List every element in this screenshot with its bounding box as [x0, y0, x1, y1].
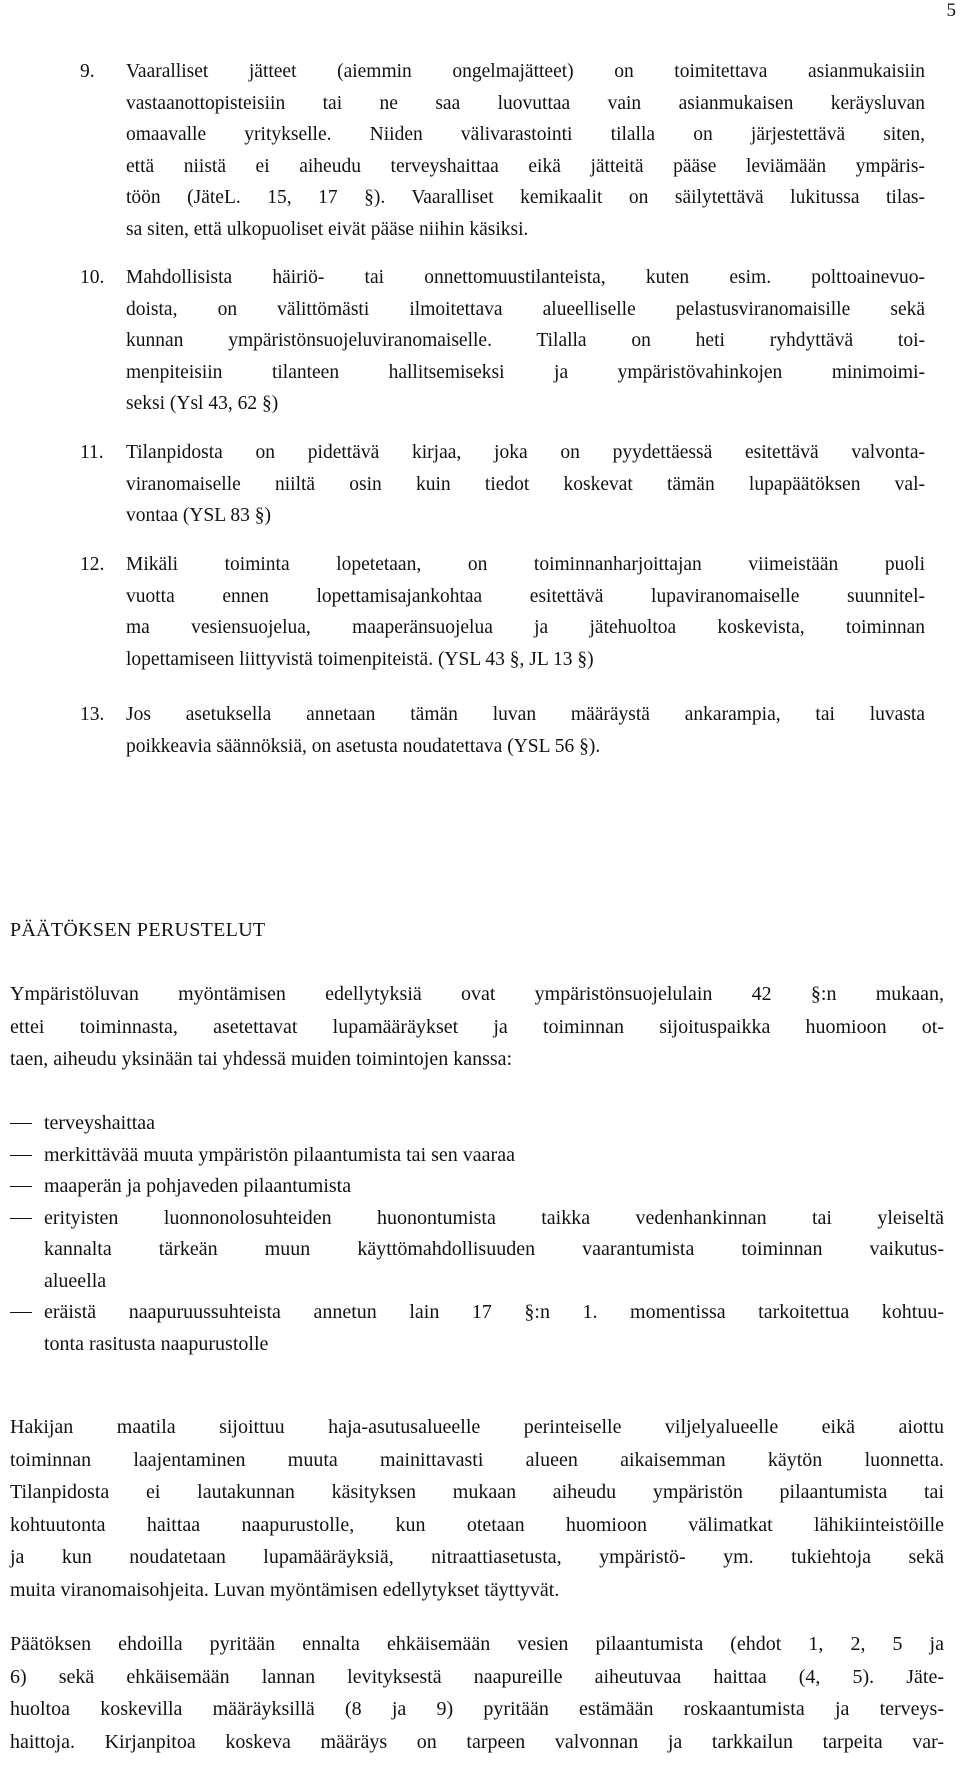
condition-number: 12.: [80, 554, 105, 575]
text-line: Tilanpidosta on pidettävä kirjaa, joka on pyydettäessä esitettävä valvonta-: [126, 442, 925, 463]
list-item: [10, 1108, 944, 1140]
text-line: omaavalle yritykselle. Niiden välivarastointi tilalla on järjestettävä siten,: [126, 124, 925, 145]
text-line: toiminnan laajentaminen muuta mainittavasti alueen aikaisemman käytön luonnetta.: [10, 1448, 944, 1471]
text-line: muita viranomaisohjeita. Luvan myöntämisen edellytykset täyttyvät.: [10, 1578, 560, 1601]
text-line: haittoja. Kirjanpitoa koskeva määräys on tarpeen valvonnan ja tarkkailun tarpeita var-: [10, 1730, 944, 1753]
justification-paragraph-2: [10, 1628, 944, 1758]
text-line: lopettamiseen liittyvistä toimenpiteistä. (YSL 43 §, JL 13 §): [126, 648, 594, 670]
text-line: huoltoa koskevilla määräyksillä (8 ja 9) pyritään estämään roskaantumista ja terveys-: [10, 1698, 944, 1720]
text-line: Mikäli toiminta lopetetaan, on toiminnanharjoittajan viimeistään puoli: [126, 554, 925, 575]
text-line: terveyshaittaa: [44, 1112, 156, 1134]
dash-bullet-icon: [10, 1186, 32, 1187]
text-line: kohtuutonta haittaa naapurustolle, kun otetaan huomioon välimatkat lähikiinteistöille: [10, 1513, 944, 1536]
text-line: viranomaiselle niiltä osin kuin tiedot koskevat tämän lupapäätöksen val-: [126, 473, 925, 495]
text-line: Päätöksen ehdoilla pyritään ennalta ehkäisemään vesien pilaantumista (ehdot 1, 2, 5 ja: [10, 1633, 944, 1655]
dash-bullet-icon: [10, 1123, 32, 1124]
text-line: 6) sekä ehkäisemään lannan levityksestä naapureille aiheutuvaa haittaa (4, 5). Jäte-: [10, 1665, 944, 1688]
text-line: ma vesiensuojelua, maaperänsuojelua ja jätehuoltoa koskevista, toiminnan: [126, 617, 925, 638]
text-line: seksi (Ysl 43, 62 §): [126, 393, 279, 414]
dash-bullet-icon: [10, 1312, 32, 1313]
text-line: että niistä ei aiheudu terveyshaittaa eikä jätteitä pääse leviämään ympäris-: [126, 155, 925, 177]
text-line: Ympäristöluvan myöntämisen edellytyksiä ovat ympäristönsuojelulain 42 §:n mukaan,: [10, 983, 944, 1005]
text-line: merkittävää muuta ympäristön pilaantumista tai sen vaaraa: [44, 1143, 515, 1166]
text-line: Vaaralliset jätteet (aiemmin ongelmajätteet) on toimitettava asianmukaisiin: [126, 61, 925, 82]
permit-condition-12: [80, 549, 925, 675]
list-item: [10, 1171, 944, 1203]
intro-paragraph: [10, 978, 944, 1076]
permit-condition-9: [80, 56, 925, 245]
text-line: eräistä naapuruussuhteista annetun lain 17 §:n 1. momentissa tarkoitettua kohtuu-: [44, 1301, 944, 1323]
permit-condition-11: [80, 437, 925, 532]
text-line: kannalta tärkeän muun käyttömahdollisuuden vaarantumista toiminnan vaikutus-: [44, 1238, 944, 1260]
condition-number: 9.: [80, 61, 95, 82]
text-line: töön (JäteL. 15, 17 §). Vaaralliset kemikaalit on säilytettävä lukitussa tilas-: [126, 187, 925, 208]
text-line: taen, aiheudu yksinään tai yhdessä muiden toimintojen kanssa:: [10, 1048, 513, 1070]
permit-condition-10: [80, 262, 925, 420]
text-line: vastaanottopisteisiin tai ne saa luovuttaa vain asianmukaisen keräysluvan: [126, 92, 925, 114]
condition-number: 10.: [80, 267, 105, 288]
list-item: [10, 1140, 944, 1172]
text-line: menpiteisiin tilanteen hallitsemiseksi ja ympäristövahinkojen minimoimi-: [126, 361, 925, 383]
justification-paragraph-1: [10, 1411, 944, 1606]
criteria-list: [10, 1108, 944, 1360]
condition-number: 13.: [80, 704, 105, 725]
condition-number: 11.: [80, 442, 104, 463]
text-line: Mahdollisista häiriö- tai onnettomuustilanteista, kuten esim. polttoainevuo-: [126, 267, 925, 288]
text-line: tonta rasitusta naapurustolle: [44, 1332, 269, 1355]
text-line: poikkeavia säännöksiä, on asetusta noudatettava (YSL 56 §).: [126, 735, 601, 757]
text-line: sa siten, että ulkopuoliset eivät pääse niihin käsiksi.: [126, 218, 529, 240]
text-line: ja kun noudatetaan lupamääräyksiä, nitraattiasetusta, ympäristö- ym. tukiehtoja sekä: [10, 1546, 944, 1568]
text-line: kunnan ympäristönsuojeluviranomaiselle. Tilalla on heti ryhdyttävä toi-: [126, 330, 925, 351]
text-line: Hakijan maatila sijoittuu haja-asutusalueelle perinteiselle viljelyalueelle eikä aiottu: [10, 1416, 944, 1438]
text-line: Jos asetuksella annetaan tämän luvan määräystä ankarampia, tai luvasta: [126, 704, 925, 725]
list-item: [10, 1297, 944, 1360]
permit-condition-13: [80, 699, 925, 762]
text-line: doista, on välittömästi ilmoitettava alueelliselle pelastusviranomaisille sekä: [126, 298, 925, 320]
text-line: ettei toiminnasta, asetettavat lupamääräykset ja toiminnan sijoituspaikka huomioon ot-: [10, 1015, 944, 1038]
section-heading: PÄÄTÖKSEN PERUSTELUT: [10, 919, 266, 941]
text-line: alueella: [44, 1269, 107, 1292]
dash-bullet-icon: [10, 1218, 32, 1219]
text-line: erityisten luonnonolosuhteiden huonontumista taikka vedenhankinnan tai yleiseltä: [44, 1206, 944, 1229]
text-line: vuotta ennen lopettamisajankohtaa esitettävä lupaviranomaiselle suunnitel-: [126, 585, 925, 607]
dash-bullet-icon: [10, 1155, 32, 1156]
text-line: maaperän ja pohjaveden pilaantumista: [44, 1175, 352, 1197]
text-line: Tilanpidosta ei lautakunnan käsityksen mukaan aiheudu ympäristön pilaantumista tai: [10, 1481, 944, 1503]
text-line: vontaa (YSL 83 §): [126, 505, 271, 526]
list-item: [10, 1203, 944, 1298]
page-number: 5: [946, 0, 956, 21]
